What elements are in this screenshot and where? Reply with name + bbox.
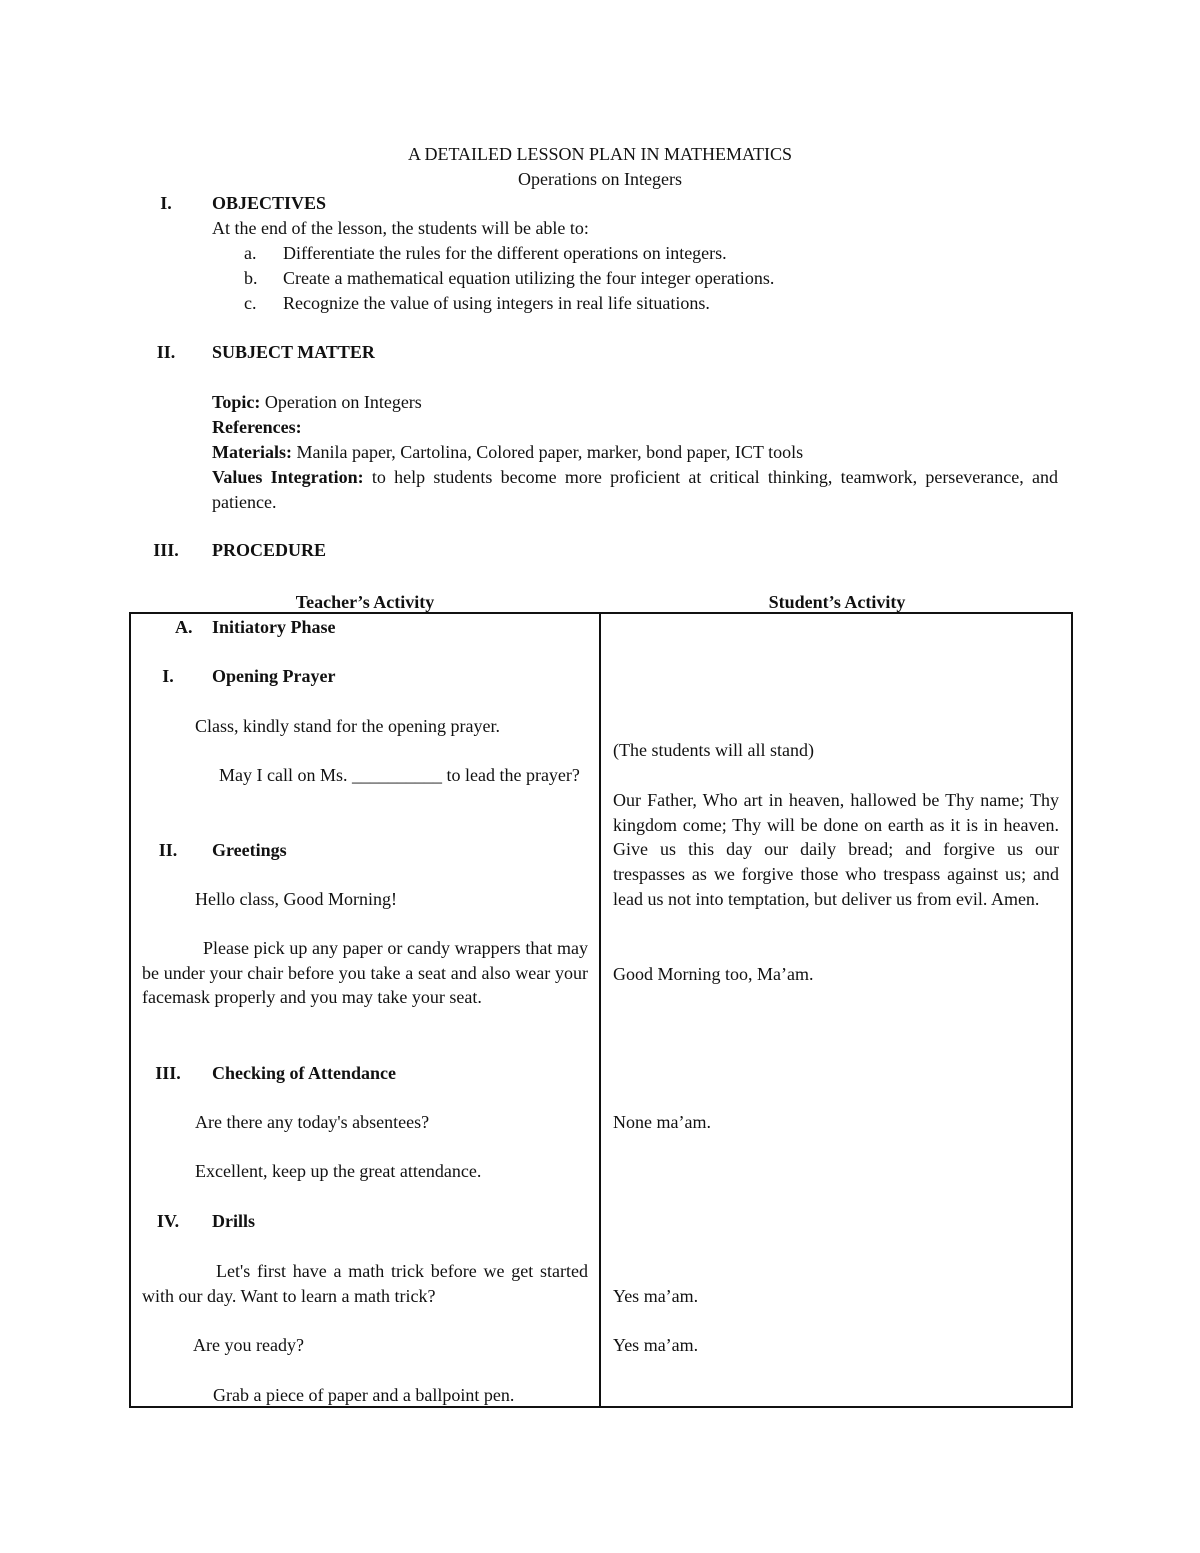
greetings-number: II. <box>158 840 178 860</box>
teacher-absentees-text: Are there any today's absentees? <box>195 1112 430 1132</box>
student-none-text: None ma’am. <box>613 1112 711 1132</box>
student-yes-text: Yes ma’am. <box>613 1286 699 1306</box>
student-morning-text: Good Morning too, Ma’am. <box>613 964 814 984</box>
drills-heading: Drills <box>212 1211 255 1231</box>
attendance-number: III. <box>155 1063 181 1083</box>
teacher-grab-text: Grab a piece of paper and a ballpoint pen. <box>213 1385 515 1405</box>
student-yes-text: Yes ma’am. <box>613 1335 699 1355</box>
teacher-call-text: May I call on Ms. __________ to lead the prayer? <box>219 765 580 785</box>
topic-value: Operation on Integers <box>260 392 422 412</box>
procedure-heading: PROCEDURE <box>212 540 327 560</box>
values-value: to help students become more proficient at critical thinking, teamwork, perseverance, and patience. <box>212 467 1059 512</box>
teacher-activity-header: Teacher’s Activity <box>295 592 435 612</box>
phase-title: Initiatory Phase <box>212 617 336 637</box>
objectives-intro: At the end of the lesson, the students will be able to: <box>212 218 589 238</box>
teacher-trick-text: Let's first have a math trick before we get started with our day. Want to learn a math trick? <box>142 1261 588 1306</box>
procedure-number: III. <box>153 540 179 560</box>
greetings-heading: Greetings <box>212 840 287 860</box>
phase-letter: A. <box>175 617 193 637</box>
objective-item: Differentiate the rules for the different operations on integers. <box>283 243 727 263</box>
teacher-pickup-text: Please pick up any paper or candy wrappers that may be under your chair before you take a seat and also wear your facemask properly and you may take your seat. <box>142 938 588 1008</box>
document-subtitle: Operations on Integers <box>518 169 682 189</box>
objectives-number: I. <box>160 193 172 213</box>
objective-letter: c. <box>244 293 257 313</box>
references-line <box>212 415 302 440</box>
drills-number: IV. <box>156 1211 180 1231</box>
values-label: Values Integration: <box>212 467 364 487</box>
materials-value: Manila paper, Cartolina, Colored paper, marker, bond paper, ICT tools <box>291 442 804 462</box>
objective-item: Recognize the value of using integers in real life situations. <box>283 293 710 313</box>
subject-matter-number: II. <box>156 342 176 362</box>
teacher-stand-text: Class, kindly stand for the opening prayer. <box>195 716 500 736</box>
teacher-ready-text: Are you ready? <box>193 1335 304 1355</box>
student-prayer-text: Our Father, Who art in heaven, hallowed be Thy name; Thy kingdom come; Thy will be done on earth as it is in heaven. Give us this day our daily bread; and forgive us our trespasses as we forgive those who trespass against us; and lead us not into temptation, but deliver us from evil. Amen. <box>613 790 1059 909</box>
table-column-divider <box>599 612 601 1408</box>
topic-label: Topic: <box>212 392 261 412</box>
topic-line <box>212 390 422 415</box>
objective-item: Create a mathematical equation utilizing the four integer operations. <box>283 268 775 288</box>
teacher-hello-text: Hello class, Good Morning! <box>195 889 397 909</box>
document-title: A DETAILED LESSON PLAN IN MATHEMATICS <box>407 144 793 164</box>
opening-prayer-heading: Opening Prayer <box>212 666 336 686</box>
materials-label: Materials: <box>212 442 292 462</box>
objectives-heading: OBJECTIVES <box>212 193 327 213</box>
objective-letter: a. <box>244 243 257 263</box>
teacher-excellent-text: Excellent, keep up the great attendance. <box>195 1161 482 1181</box>
subject-matter-heading: SUBJECT MATTER <box>212 342 375 362</box>
student-stand-text: (The students will all stand) <box>613 740 814 760</box>
references-label: References: <box>212 417 302 437</box>
attendance-heading: Checking of Attendance <box>212 1063 396 1083</box>
materials-line <box>212 440 803 465</box>
values-integration-block <box>212 465 1058 514</box>
opening-prayer-number: I. <box>162 666 174 686</box>
objective-letter: b. <box>244 268 258 288</box>
student-activity-header: Student’s Activity <box>768 592 906 612</box>
